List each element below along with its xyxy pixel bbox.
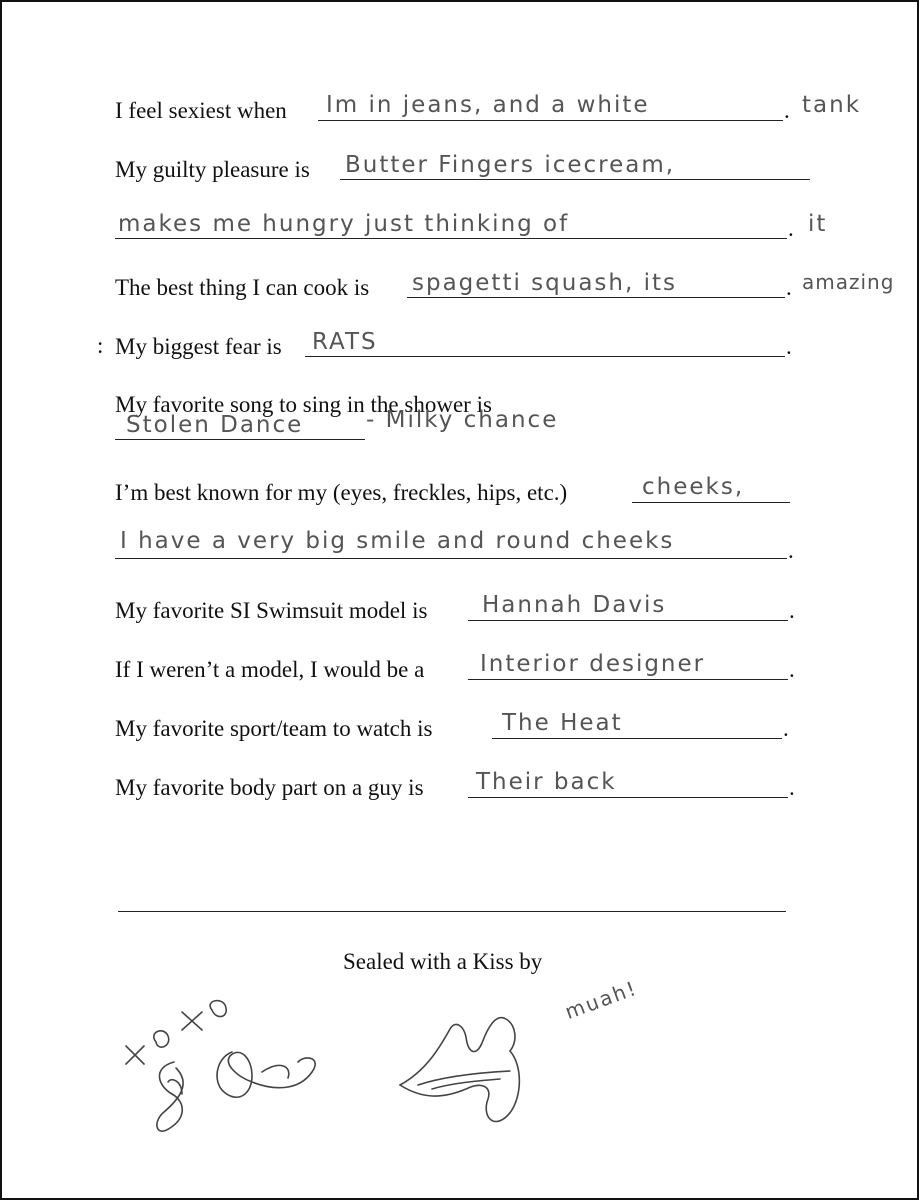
prompt-sexiest: I feel sexiest when [115, 98, 287, 123]
blank-best-known [632, 502, 790, 503]
period: . [786, 275, 792, 300]
blank-guilty-pleasure [340, 179, 810, 180]
period: . [789, 598, 795, 623]
answer-best-cook: spagetti squash, its [412, 270, 677, 296]
blank-best-known-2 [115, 558, 787, 559]
answer-si-model: Hannah Davis [482, 592, 667, 618]
blank-body-part [468, 797, 788, 798]
margin-mark: : [97, 333, 104, 358]
blank-sport [492, 738, 782, 739]
blank-best-cook [407, 297, 785, 298]
answer-best-known: cheeks, [642, 474, 745, 500]
prompt-best-cook: The best thing I can cook is [115, 275, 370, 300]
sealed-label: Sealed with a Kiss by [343, 949, 543, 974]
prompt-guilty-pleasure: My guilty pleasure is [115, 157, 310, 182]
answer-guilty-pleasure-cont: makes me hungry just thinking of [118, 211, 570, 237]
prompt-biggest-fear: My biggest fear is [115, 334, 282, 359]
answer-sport: The Heat [502, 710, 623, 736]
answer-guilty-pleasure-overflow: it [808, 211, 828, 237]
answer-guilty-pleasure: Butter Fingers icecream, [345, 152, 676, 178]
blank-not-model [468, 679, 788, 680]
answer-sexiest: Im in jeans, and a white [326, 92, 650, 118]
blank-sexiest [318, 120, 783, 121]
prompt-si-model: My favorite SI Swimsuit model is [115, 598, 428, 623]
signature-scribble [112, 1002, 342, 1172]
period: . [784, 98, 790, 123]
blank-si-model [468, 620, 788, 621]
answer-best-cook-overflow: amazing [802, 270, 895, 294]
answer-shower-song: Stolen Dance [126, 412, 304, 438]
kiss-note: muah! [561, 975, 641, 1024]
prompt-sport: My favorite sport/team to watch is [115, 716, 433, 741]
answer-body-part: Their back [476, 769, 617, 795]
period: . [786, 334, 792, 359]
period: . [789, 775, 795, 800]
blank-shower-song [115, 439, 365, 440]
signature-line [118, 911, 786, 912]
prompt-shower-song: My favorite song to sing in the shower is [115, 392, 492, 417]
period: . [788, 538, 794, 563]
answer-biggest-fear: RATS [312, 329, 378, 355]
prompt-best-known: I’m best known for my (eyes, freckles, hips, etc.) [115, 480, 568, 505]
answer-best-known-cont: I have a very big smile and round cheeks [120, 528, 675, 554]
blank-biggest-fear [305, 356, 785, 357]
answer-shower-song-overflow: - Milky chance [366, 407, 559, 433]
blank-guilty-pleasure-2 [115, 238, 787, 239]
period: . [788, 216, 794, 241]
period: . [789, 657, 795, 682]
period: . [783, 716, 789, 741]
answer-sexiest-overflow: tank [802, 92, 862, 118]
lips-drawing [392, 1007, 572, 1137]
answer-not-model: Interior designer [480, 651, 706, 677]
prompt-not-model: If I weren’t a model, I would be a [115, 657, 425, 682]
prompt-body-part: My favorite body part on a guy is [115, 775, 424, 800]
